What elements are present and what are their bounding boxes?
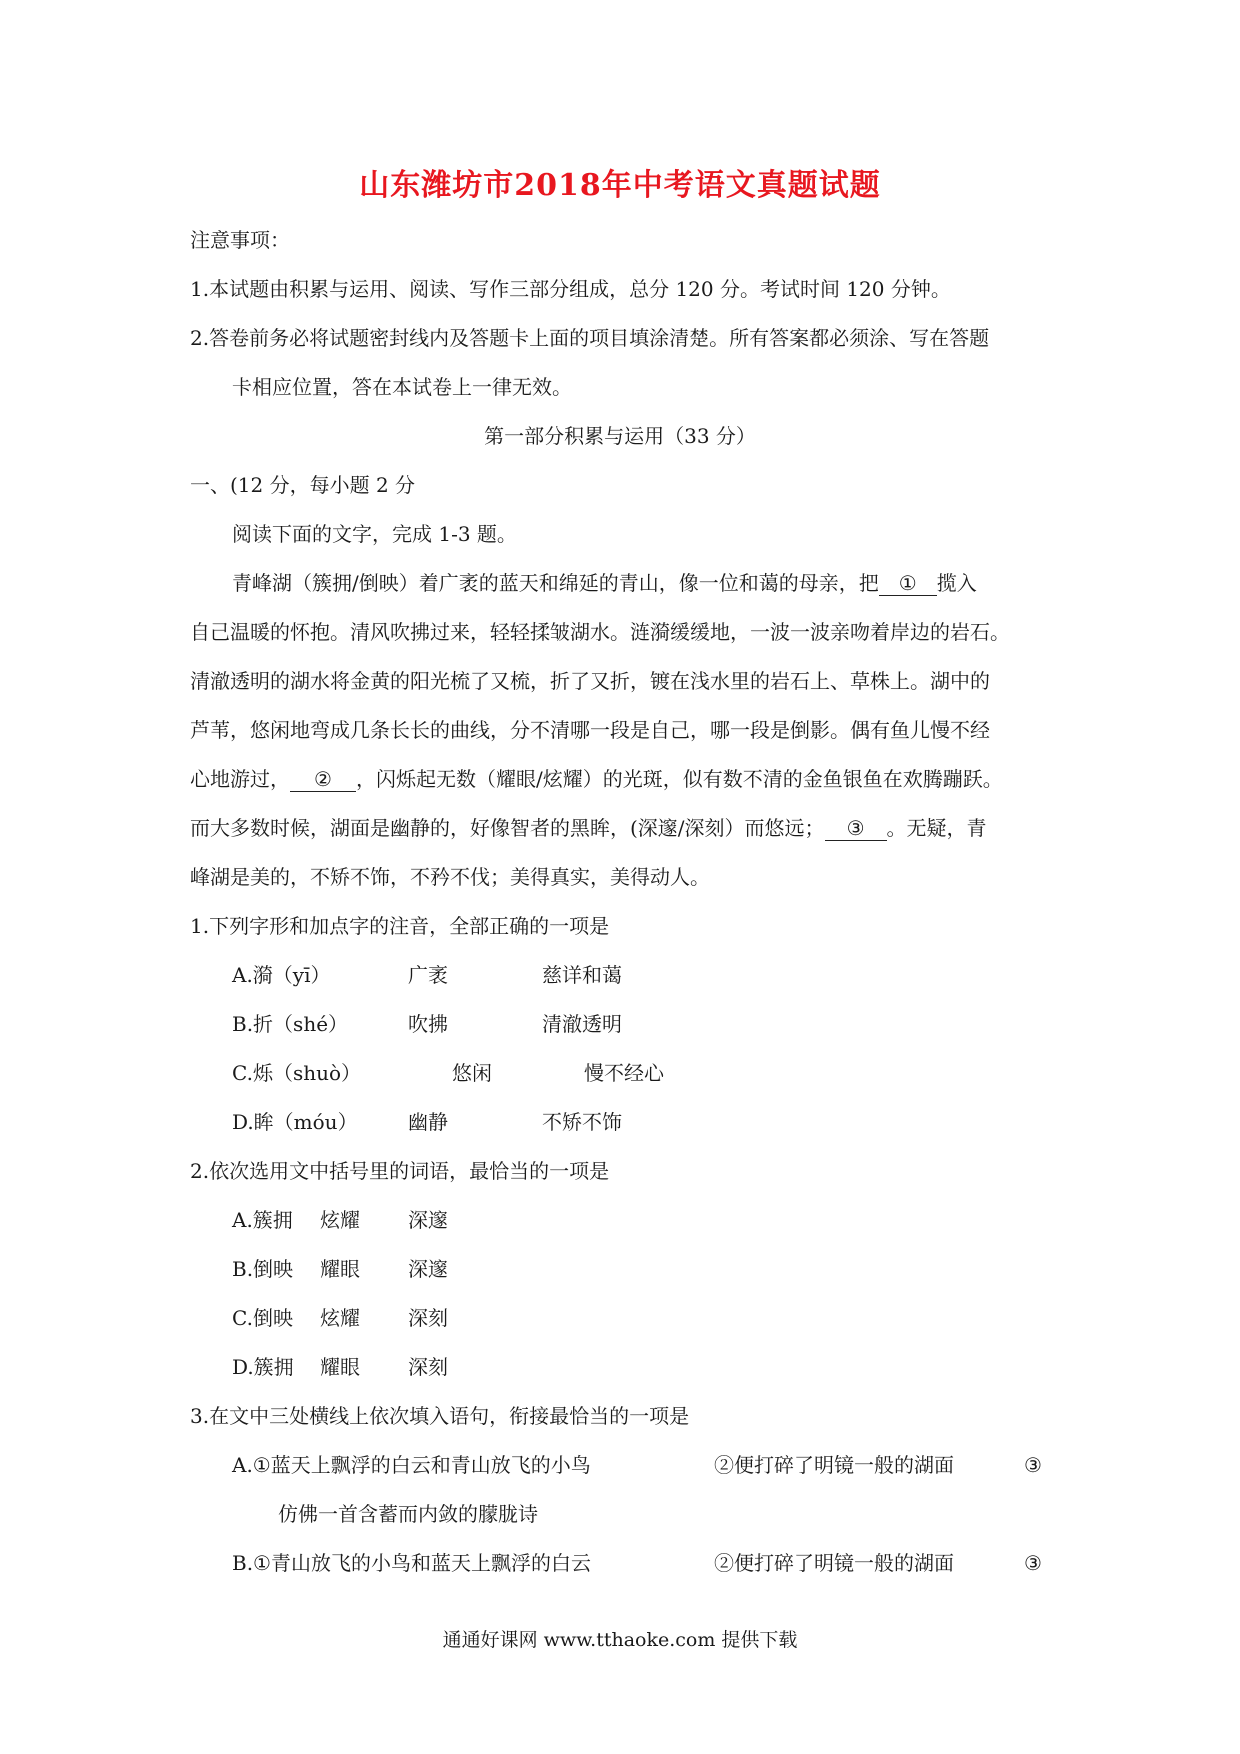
q1-option-b-word: 吹拂 [408, 1012, 448, 1036]
passage-text: 揽入 [936, 571, 977, 595]
q3-option-b-part3: ③ [1024, 1551, 1042, 1575]
notice-item-2: 2.答卷前务必将试题密封线内及答题卡上面的项目填涂清楚。所有答案都必须涂、写在答题 [190, 326, 990, 350]
question-3-stem: 3.在文中三处横线上依次填入语句，衔接最恰当的一项是 [190, 1404, 690, 1428]
passage-line: 自己温暖的怀抱。清风吹拂过来，轻轻揉皱湖水。涟漪缓缓地，一波一波亲吻着岸边的岩石。 [190, 620, 1010, 644]
q1-option-c-phrase: 慢不经心 [584, 1061, 664, 1085]
passage-text: 。无疑，青 [886, 816, 987, 840]
page-title: 山东潍坊市2018年中考语文真题试题 [359, 168, 881, 203]
passage-text: 心地游过， [190, 767, 290, 791]
q1-option-a-phrase: 慈详和蔼 [542, 963, 622, 987]
page-footer: 通通好课网 www.tthaoke.com 提供下载 [442, 1629, 798, 1651]
question-1-stem: 1.下列字形和加点字的注音，全部正确的一项是 [190, 914, 610, 938]
q3-option-a-part3: ③ [1024, 1453, 1042, 1477]
passage-text: 青峰湖（簇拥/倒映）着广袤的蓝天和绵延的青山，像一位和蔼的母亲，把 [232, 571, 879, 595]
passage-line [190, 765, 1003, 793]
passage-line: 芦苇，悠闲地弯成几条长长的曲线，分不清哪一段是自己，哪一段是倒影。偶有鱼儿慢不经 [190, 718, 990, 742]
fill-blank-2: ② [290, 767, 356, 792]
notice-heading: 注意事项： [190, 228, 290, 252]
q2-option-a-word3: 深邃 [408, 1208, 448, 1232]
q1-option-a: A.漪（yī） [232, 963, 331, 987]
q2-option-a-word2: 炫耀 [320, 1208, 360, 1232]
passage-line: 清澈透明的湖水将金黄的阳光梳了又梳，折了又折，镀在浅水里的岩石上、草株上。湖中的 [190, 669, 990, 693]
fill-blank-1: ① [879, 571, 937, 596]
q1-option-b: B.折（shé） [232, 1012, 349, 1036]
fill-blank-3: ③ [825, 816, 887, 841]
q1-option-b-phrase: 清澈透明 [542, 1012, 622, 1036]
q3-option-a-cont: 仿佛一首含蓄而内敛的朦胧诗 [278, 1502, 538, 1526]
q2-option-d-word3: 深刻 [408, 1355, 448, 1379]
passage-line: 峰湖是美的，不矫不饰，不矜不伐；美得真实，美得动人。 [190, 865, 710, 889]
q2-option-d: D.簇拥 [232, 1355, 294, 1379]
q2-option-b-word3: 深邃 [408, 1257, 448, 1281]
q2-option-b-word2: 耀眼 [320, 1257, 360, 1281]
q2-option-b: B.倒映 [232, 1257, 294, 1281]
q3-option-b-part1: B.①青山放飞的小鸟和蓝天上飘浮的白云 [232, 1551, 591, 1575]
q1-option-d-word: 幽静 [408, 1110, 448, 1134]
q3-option-a-part1: A.①蓝天上飘浮的白云和青山放飞的小鸟 [232, 1453, 591, 1477]
q3-option-a-part2: ②便打碎了明镜一般的湖面 [714, 1453, 954, 1477]
q2-option-a: A.簇拥 [232, 1208, 293, 1232]
passage-text: 而大多数时候，湖面是幽静的，好像智者的黑眸，(深邃/深刻）而悠远； [190, 816, 825, 840]
q2-option-c-word3: 深刻 [408, 1306, 448, 1330]
passage-line [232, 569, 977, 597]
q3-option-b-part2: ②便打碎了明镜一般的湖面 [714, 1551, 954, 1575]
q2-option-c-word2: 炫耀 [320, 1306, 360, 1330]
q2-option-c: C.倒映 [232, 1306, 293, 1330]
passage-line [190, 814, 987, 842]
notice-item-2-cont: 卡相应位置，答在本试卷上一律无效。 [232, 375, 572, 399]
q1-option-a-word: 广袤 [408, 963, 448, 987]
part-heading: 第一部分积累与运用（33 分） [484, 424, 756, 448]
passage-text: ，闪烁起无数（耀眼/炫耀）的光斑，似有数不清的金鱼银鱼在欢腾蹦跃。 [356, 767, 1003, 791]
q1-option-d-phrase: 不矫不饰 [542, 1110, 622, 1134]
question-2-stem: 2.依次选用文中括号里的词语，最恰当的一项是 [190, 1159, 610, 1183]
q1-option-c: C.烁（shuò） [232, 1061, 362, 1085]
section-instruction: 阅读下面的文字，完成 1-3 题。 [232, 522, 517, 546]
q1-option-c-word: 悠闲 [452, 1061, 492, 1085]
section-heading: 一、(12 分，每小题 2 分 [190, 473, 416, 497]
q1-option-d: D.眸（móu） [232, 1110, 358, 1134]
notice-item-1: 1.本试题由积累与运用、阅读、写作三部分组成，总分 120 分。考试时间 120 分钟。 [190, 277, 951, 301]
q2-option-d-word2: 耀眼 [320, 1355, 360, 1379]
